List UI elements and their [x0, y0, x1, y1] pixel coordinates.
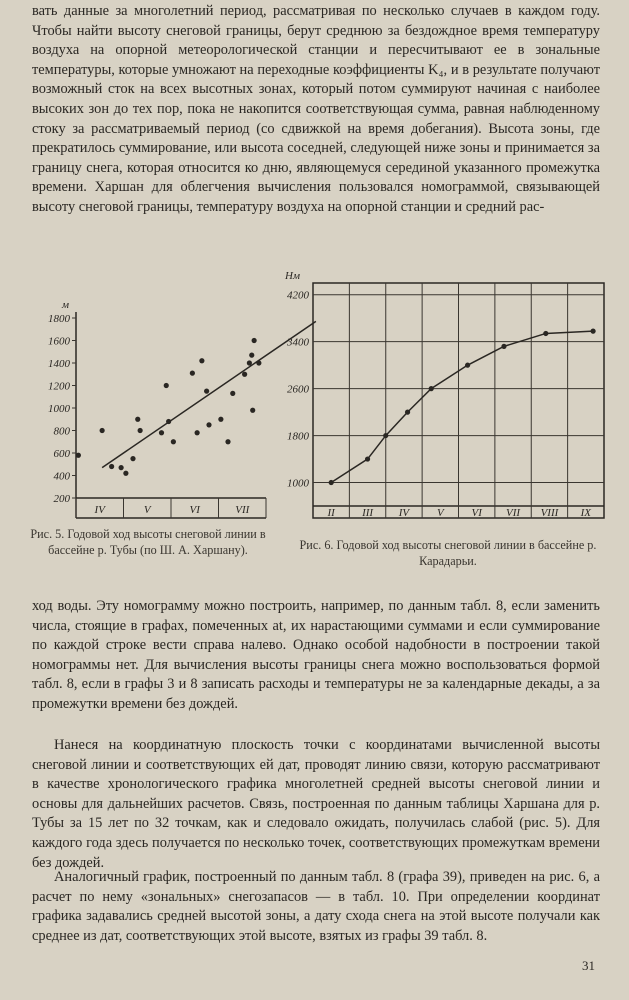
fig6-data-point — [429, 386, 434, 391]
fig6-x-tick-label: VI — [471, 507, 482, 519]
fig6-x-tick-label: VIII — [540, 507, 559, 519]
fig5-y-tick-label: 1200 — [48, 380, 70, 393]
fig5-x-tick-label: IV — [94, 504, 105, 516]
fig6-data-point — [543, 331, 548, 336]
fig6-data-point — [329, 480, 334, 485]
paragraph-4: Аналогичный график, построенный по данным табл. 8 (графа 39), приведен на рис. 6, а расчет по нему «зональных» снегозапасов — в табл. 10. При определении координат графика задавались средней высотой зоны, а дату схода снега на этой высоте получали как среднее из дат, соответствующих этой высоте, взятых из графы 39 табл. 8. — [32, 869, 600, 944]
fig6-x-tick-label: II — [327, 507, 335, 519]
fig6-y-tick-label: 4200 — [287, 289, 309, 302]
fig5-y-tick-label: 1600 — [48, 335, 70, 348]
fig5-y-tick-label: 200 — [53, 493, 70, 505]
paragraph-3: Нанеся на координатную плоскость точки с координатами вычисленной высоты снеговой линии и соответствующих ей дат, проводят линию связи, которую рассматривают в качестве хронологического графика многолетней средней высоты снеговой линии и основы для дальнейших расчетов. Связь, построенная по данным таблицы Харшана для р. Тубы за 15 лет по 32 точкам, как и следовало ожидать, получилась слабой (рис. 5). Для каждого года здесь получается по несколько точек, соответствующих промежуткам времени без дождей. — [32, 737, 600, 871]
fig6-x-tick-label: IX — [580, 507, 592, 519]
fig5-y-tick-label: 1000 — [48, 403, 70, 415]
fig6-x-tick-label: VII — [506, 507, 521, 519]
paragraph-2: ход воды. Эту номограмму можно построить, например, по данным табл. 8, если заменить числа, стоящие в графах, помеченных at, их нарастающими суммами и если суммирование по каждой строке вести справа налево. Однако особой надобности в построении такой номограммы нет. Для вычисления высоты границы снега можно воспользоваться формой табл. 8, если в графы 3 и 8 записать расходы и температуры не за календарные декады, а за промежутки времени без дождей. — [32, 598, 600, 712]
fig6-series-line — [331, 331, 593, 482]
fig6-data-point — [383, 433, 388, 438]
fig6-y-tick-label: 2600 — [287, 383, 309, 396]
fig5-y-tick-label: 1400 — [48, 358, 70, 370]
fig6-data-point — [365, 456, 370, 461]
paragraph-1: вать данные за многолетний период, рассматривая по несколько случаев в каждом году. Чтобы найти высоту снеговой границы, берут среднюю за бездождное время температуру воздуха на опорной метеорологической станции и пересчитывают ее в зональные температуры, которые умножают на переходные коэффициенты K₄, и в результате получают возможный сток на всех высотных зонах, который потом суммируют начиная с наиболее высоких зон до тех пор, пока не накопится соответствующая сумма, равная наблюденному стоку за рассматриваемый период (со сдвижкой на время добегания). Высота зоны, где прекратилось суммирование, или высота соседней, следующей ниже зоны и принимается за границу снега, которая относится ко дню, являющемуся серединой указанного промежутка времени. Харшан для облегчения вычисления пользовался номограммой, связывающей высоту снеговой границы, температуру воздуха на опорной станции и средний рас- — [32, 3, 600, 215]
fig5-y-tick-label: 600 — [53, 448, 70, 460]
fig5-x-tick-label: V — [143, 504, 151, 516]
fig6-y-axis-label: Нм — [285, 270, 300, 282]
fig5-y-axis-label: м — [62, 299, 70, 311]
fig5-x-tick-label: VII — [235, 504, 250, 516]
fig6-data-point — [501, 344, 506, 349]
fig5-y-tick-label: 800 — [53, 425, 70, 438]
fig6-x-tick-label: V — [436, 507, 444, 519]
fig6-data-point — [590, 329, 595, 334]
fig6-data-point — [405, 410, 410, 415]
fig5-y-tick-label: 1800 — [48, 313, 70, 325]
page-number: 31 — [582, 958, 595, 973]
fig6-y-tick-label: 1800 — [287, 430, 309, 443]
fig6-x-tick-label: III — [362, 507, 374, 519]
fig5-x-tick-label: VI — [189, 504, 200, 516]
fig5-y-tick-label: 400 — [53, 470, 70, 483]
figure-5-caption: Рис. 5. Годовой ход высоты снеговой линии в бассейне р. Тубы (по Ш. А. Харшану). — [30, 527, 266, 557]
figure-6-caption: Рис. 6. Годовой ход высоты снеговой линии в бассейне р. Карадарьи. — [299, 538, 597, 568]
fig6-x-tick-label: IV — [398, 507, 410, 519]
fig6-y-tick-label: 3400 — [287, 336, 309, 349]
fig6-y-tick-label: 1000 — [287, 477, 309, 490]
fig6-data-point — [465, 363, 470, 368]
